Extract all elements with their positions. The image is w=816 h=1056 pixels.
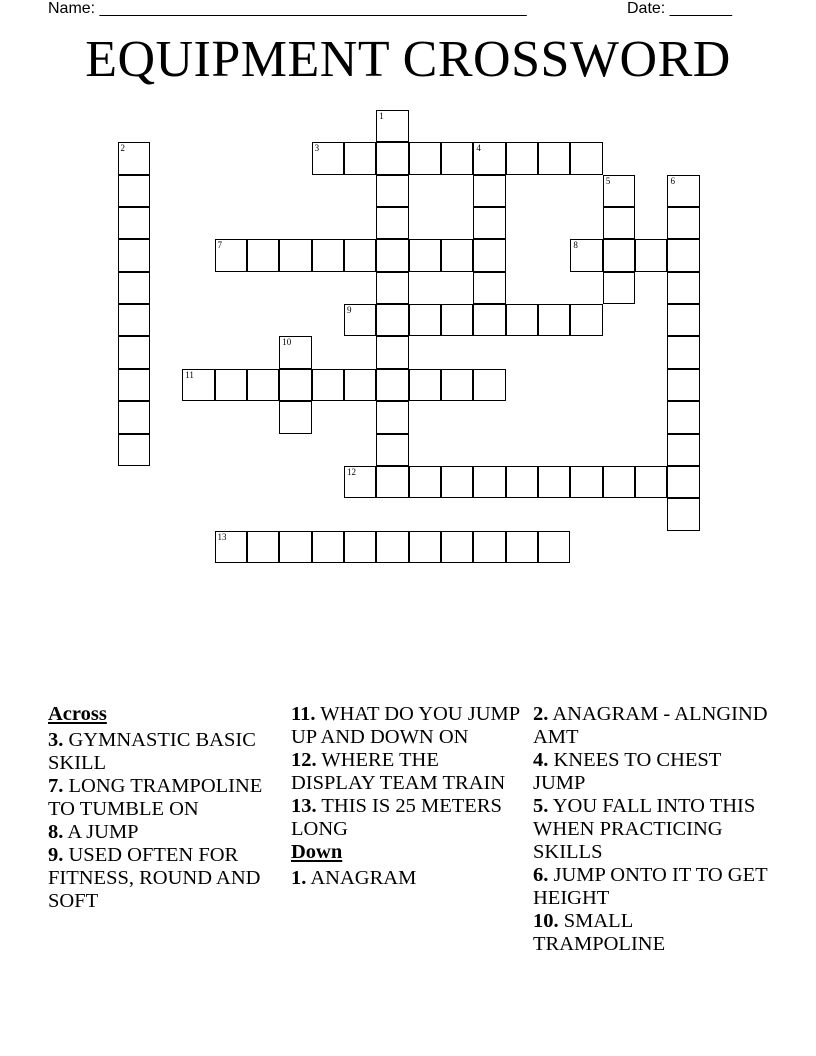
grid-cell[interactable] [376, 239, 408, 271]
grid-cell[interactable] [409, 531, 441, 563]
clue-text: GYMNASTIC BASIC SKILL [48, 729, 256, 774]
grid-cell[interactable] [312, 369, 344, 401]
grid-cell[interactable] [473, 239, 505, 271]
grid-cell[interactable] [182, 369, 214, 401]
grid-cell[interactable] [538, 304, 570, 336]
grid-cell[interactable] [344, 531, 376, 563]
clue-text: THIS IS 25 METERS LONG [291, 795, 502, 840]
grid-cell[interactable] [279, 369, 311, 401]
grid-cell[interactable] [667, 498, 699, 530]
clue-across-11 [291, 703, 527, 749]
cell-number: 1 [379, 111, 384, 121]
date-field: Date: _______ [627, 0, 732, 17]
grid-cell[interactable] [473, 369, 505, 401]
clue-down-4 [533, 749, 769, 795]
cell-number: 7 [217, 240, 223, 251]
grid-cell[interactable] [312, 531, 344, 563]
grid-cell[interactable] [603, 239, 635, 271]
grid-cell[interactable] [118, 304, 150, 336]
grid-cell[interactable] [215, 239, 247, 271]
grid-cell[interactable] [409, 466, 441, 498]
grid-cell[interactable] [667, 207, 699, 239]
cell-number: 9 [346, 305, 352, 316]
grid-cell[interactable] [376, 531, 408, 563]
grid-cell[interactable] [667, 175, 699, 207]
grid-cell[interactable] [279, 239, 311, 271]
cell-number: 2 [120, 143, 125, 154]
page-title: EQUIPMENT CROSSWORD [85, 31, 731, 88]
clue-down-10 [533, 910, 769, 956]
clues-column-3 [533, 703, 769, 956]
grid-cell[interactable] [667, 239, 699, 271]
clue-number: 11. [291, 703, 316, 725]
cell-number: 8 [573, 240, 578, 251]
clue-down-2 [533, 703, 769, 749]
grid-cell[interactable] [441, 239, 473, 271]
grid-cell[interactable] [667, 272, 699, 304]
clues-column-2 [291, 703, 527, 890]
clue-text: KNEES TO CHEST JUMP [533, 749, 721, 794]
grid-cell[interactable] [376, 466, 408, 498]
grid-cell[interactable] [312, 239, 344, 271]
clue-number: 3. [48, 729, 64, 751]
clue-text: ANAGRAM [306, 867, 417, 889]
grid-cell[interactable] [635, 239, 667, 271]
grid-cell[interactable] [570, 239, 602, 271]
grid-cell[interactable] [538, 466, 570, 498]
clue-number: 7. [48, 775, 64, 797]
grid-cell[interactable] [118, 336, 150, 368]
grid-cell[interactable] [376, 304, 408, 336]
grid-cell[interactable] [344, 466, 376, 498]
grid-cell[interactable] [473, 531, 505, 563]
clue-number: 4. [533, 749, 549, 771]
grid-cell[interactable] [279, 336, 311, 368]
grid-cell[interactable] [473, 142, 505, 174]
grid-cell[interactable] [312, 142, 344, 174]
clue-number: 13. [291, 795, 317, 817]
clue-text: SMALL TRAMPOLINE [533, 910, 666, 955]
clue-number: 2. [533, 703, 549, 725]
grid-cell[interactable] [667, 369, 699, 401]
clue-across-8 [48, 821, 284, 844]
grid-cell[interactable] [667, 304, 699, 336]
grid-cell[interactable] [570, 466, 602, 498]
name-field: Name: ________________________________________________ [48, 0, 527, 17]
cell-number: 10 [282, 337, 292, 348]
grid-cell[interactable] [376, 142, 408, 174]
grid-cell[interactable] [538, 142, 570, 174]
grid-cell[interactable] [376, 272, 408, 304]
grid-cell[interactable] [635, 466, 667, 498]
grid-cell[interactable] [441, 466, 473, 498]
grid-cell[interactable] [603, 207, 635, 239]
grid-cell[interactable] [473, 272, 505, 304]
grid-cell[interactable] [570, 142, 602, 174]
clue-across-9 [48, 844, 284, 913]
clue-number: 6. [533, 864, 549, 886]
grid-cell[interactable] [279, 531, 311, 563]
grid-cell[interactable] [441, 369, 473, 401]
grid-cell[interactable] [570, 304, 602, 336]
grid-cell[interactable] [118, 272, 150, 304]
grid-cell[interactable] [473, 175, 505, 207]
grid-cell[interactable] [473, 466, 505, 498]
grid-cell[interactable] [441, 142, 473, 174]
clue-across-13 [291, 795, 527, 841]
grid-cell[interactable] [376, 434, 408, 466]
cell-number: 12 [346, 466, 356, 477]
grid-cell[interactable] [603, 175, 635, 207]
grid-cell[interactable] [603, 466, 635, 498]
grid-cell[interactable] [376, 207, 408, 239]
grid-cell[interactable] [118, 207, 150, 239]
grid-cell[interactable] [118, 239, 150, 271]
grid-cell[interactable] [376, 110, 408, 142]
grid-cell[interactable] [441, 304, 473, 336]
across-heading: Across [48, 703, 107, 725]
grid-cell[interactable] [344, 239, 376, 271]
clue-number: 10. [533, 910, 559, 932]
clue-text: WHAT DO YOU JUMP UP AND DOWN ON [291, 703, 520, 748]
cell-number: 11 [185, 369, 194, 380]
cell-number: 5 [605, 175, 611, 186]
grid-cell[interactable] [118, 175, 150, 207]
clue-down-1 [291, 867, 527, 890]
grid-cell[interactable] [409, 142, 441, 174]
grid-cell[interactable] [247, 531, 279, 563]
grid-cell[interactable] [247, 239, 279, 271]
cell-number: 13 [217, 531, 227, 542]
grid-cell[interactable] [344, 304, 376, 336]
clue-text: LONG TRAMPOLINE TO TUMBLE ON [48, 775, 263, 820]
clue-number: 12. [291, 749, 317, 771]
grid-cell[interactable] [118, 369, 150, 401]
cell-number: 4 [476, 143, 481, 154]
grid-cell[interactable] [376, 336, 408, 368]
clue-across-12 [291, 749, 527, 795]
grid-cell[interactable] [118, 142, 150, 174]
grid-cell[interactable] [409, 304, 441, 336]
clue-number: 1. [291, 867, 307, 889]
clue-text: YOU FALL INTO THIS WHEN PRACTICING SKILLS [533, 795, 756, 863]
clue-text: USED OFTEN FOR FITNESS, ROUND AND SOFT [48, 844, 261, 912]
clue-text: JUMP ONTO IT TO GET HEIGHT [533, 864, 768, 909]
grid-cell[interactable] [667, 434, 699, 466]
grid-cell[interactable] [473, 304, 505, 336]
grid-cell[interactable] [118, 401, 150, 433]
grid-cell[interactable] [506, 531, 538, 563]
grid-cell[interactable] [506, 304, 538, 336]
grid-cell[interactable] [667, 401, 699, 433]
grid-cell[interactable] [603, 272, 635, 304]
grid-cell[interactable] [473, 207, 505, 239]
cell-number: 3 [314, 143, 320, 154]
down-heading: Down [291, 841, 343, 863]
grid-cell[interactable] [344, 369, 376, 401]
grid-cell[interactable] [215, 531, 247, 563]
grid-cell[interactable] [344, 142, 376, 174]
grid-cell[interactable] [376, 401, 408, 433]
clue-text: ANAGRAM - ALNGIND AMT [533, 703, 768, 748]
clue-text: WHERE THE DISPLAY TEAM TRAIN [291, 749, 506, 794]
grid-cell[interactable] [538, 531, 570, 563]
cell-number: 6 [670, 175, 675, 186]
grid-cell[interactable] [279, 401, 311, 433]
clue-text: A JUMP [63, 821, 139, 843]
clue-number: 8. [48, 821, 64, 843]
grid-cell[interactable] [215, 369, 247, 401]
clue-across-7 [48, 775, 284, 821]
grid-cell[interactable] [247, 369, 279, 401]
clue-down-5 [533, 795, 769, 864]
grid-cell[interactable] [376, 369, 408, 401]
grid-cell[interactable] [667, 466, 699, 498]
clue-down-6 [533, 864, 769, 910]
clue-number: 9. [48, 844, 64, 866]
grid-cell[interactable] [506, 466, 538, 498]
grid-cell[interactable] [118, 434, 150, 466]
grid-cell[interactable] [441, 531, 473, 563]
grid-cell[interactable] [506, 142, 538, 174]
clue-number: 5. [533, 795, 549, 817]
clues-column-1 [48, 703, 284, 913]
grid-cell[interactable] [409, 239, 441, 271]
grid-cell[interactable] [409, 369, 441, 401]
grid-cell[interactable] [667, 336, 699, 368]
clue-across-3 [48, 729, 284, 775]
grid-cell[interactable] [376, 175, 408, 207]
